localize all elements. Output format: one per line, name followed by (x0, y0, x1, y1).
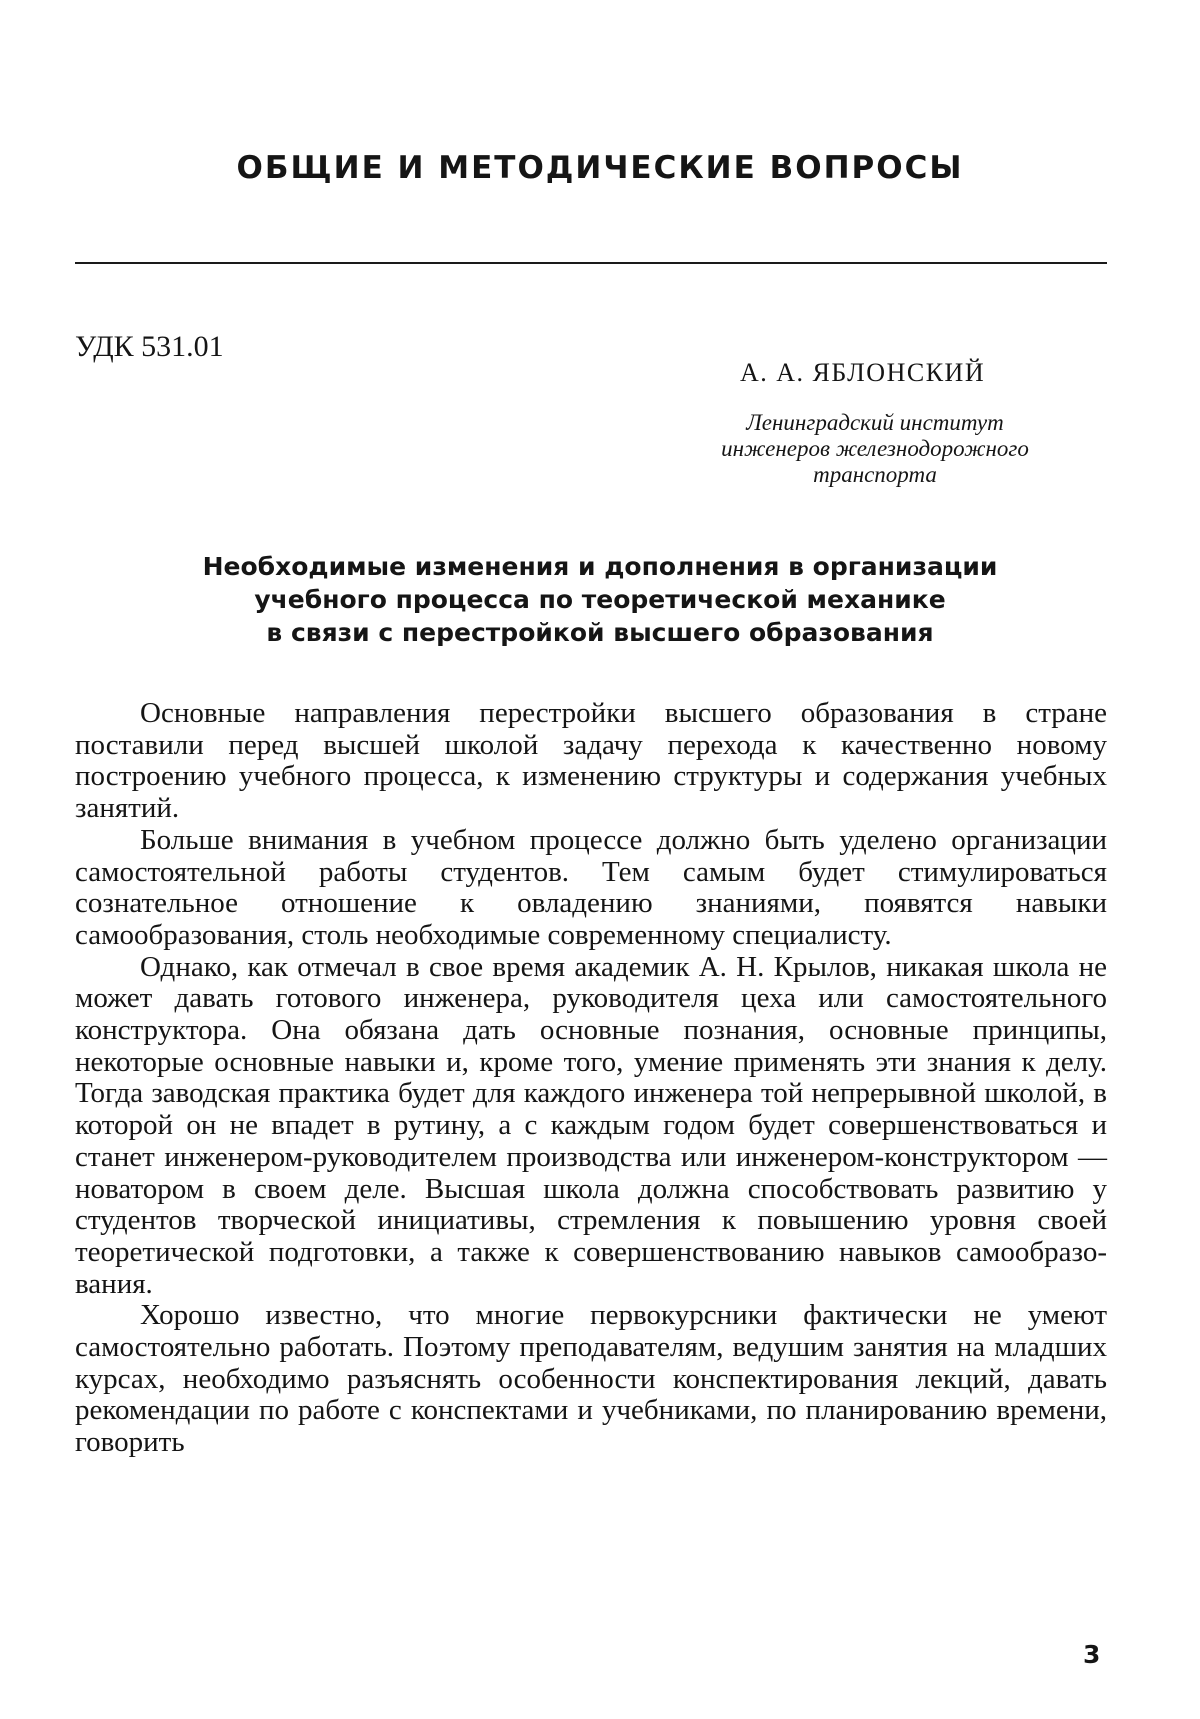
section-heading: ОБЩИЕ И МЕТОДИЧЕСКИЕ ВОПРОСЫ (236, 150, 964, 186)
article-body (75, 698, 1107, 1459)
body-paragraph: Однако, как отмечал в свое время академик А. Н. Крылов, никакая школа не может давать готового инженера, руководителя цеха или самостоятельного конструктора. Она обязана дать основные познания, основные принципы, некоторые основные навыки и, кроме того, умение применять эти знания к делу. Тогда заводская практика будет для каждого инженера той непрерывной школой, в которой он не впадет в рутину, а с каждым годом будет совершенствоваться и станет инженером-руководителем производства или инженером-конструктором — новатором в своем деле. Высшая школа должна способствовать развитию у студентов творческой инициативы, стремления к повышению уровня своей теоретической подготовки, а также к совершенствованию навыков самообразования. (75, 950, 1107, 1300)
author-affiliation (650, 410, 1100, 488)
article-title-line: Необходимые изменения и дополнения в организации (202, 552, 998, 581)
affiliation-line: Ленинградский институт (746, 410, 1004, 435)
body-paragraph: Хорошо известно, что многие первокурсники фактически не умеют самостоятельно работать. Поэтому преподавателям, ведушим занятия на младших курсах, необходимо разъяснять особенности конспектирования лекций, давать рекомендации по работе с конспектами и учебниками, по планированию времени, говорить (75, 1299, 1107, 1459)
body-paragraph: Основные направления перестройки высшего образования в стране поставили перед высшей школой задачу перехода к качественно новому построению учебного процесса, к изменению структуры и содержания учебных занятий. (75, 697, 1107, 825)
article-title-line: в связи с перестройкой высшего образования (266, 618, 934, 647)
udc-code: УДК 531.01 (75, 330, 224, 363)
horizontal-rule (75, 262, 1107, 264)
page-number: 3 (1083, 1640, 1101, 1669)
author-name: А. А. ЯБЛОНСКИЙ (740, 358, 986, 387)
article-title (100, 550, 1100, 649)
article-title-line: учебного процесса по теоретической механике (254, 585, 946, 614)
body-paragraph: Больше внимания в учебном процессе должно быть уделено организации самостоятельной работы студентов. Тем самым будет стимулироваться сознательное отношение к овладению знаниями, появятся навыки самообразования, столь необходимые современному специалисту. (75, 823, 1107, 951)
affiliation-line: инженеров железнодорожного (721, 436, 1029, 461)
affiliation-line: транспорта (813, 462, 937, 487)
